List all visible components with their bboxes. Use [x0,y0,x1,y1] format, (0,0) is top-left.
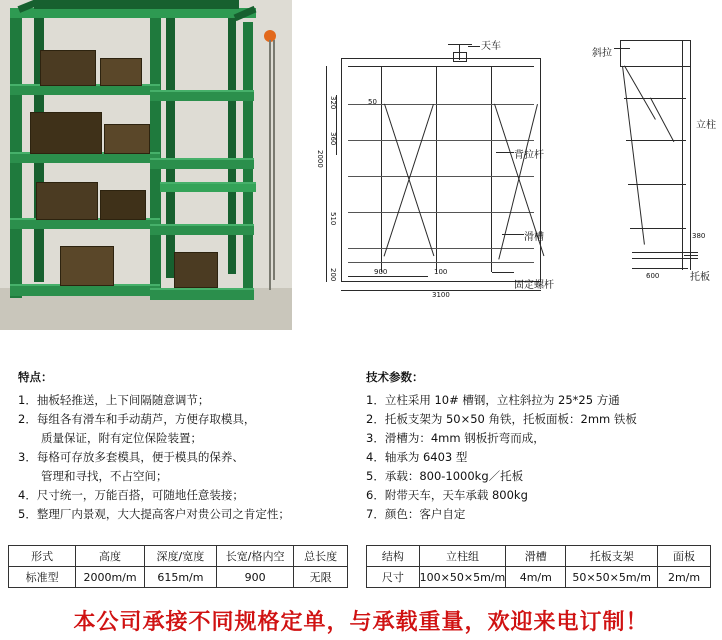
dim-600: 600 [646,272,660,280]
feature-item: 1．抽板轻推送，上下间隔随意调节； [18,393,210,407]
side-brace-a [624,66,656,120]
table-cell: 50×50×5m/m [566,567,658,588]
rack-photograph [0,0,292,330]
table-cell: 4m/m [506,567,566,588]
dim-510: 510 [329,212,337,226]
rack-post-mid-back [166,6,175,278]
dim-50: 50 [368,98,377,106]
side-column [682,40,683,270]
spec-item: 2．托板支架为 50×50 角铁，托板面板：2mm 铁板 [366,412,637,426]
table-cell: 无限 [294,567,348,588]
drawing-base-rail [348,262,534,263]
table-header-row [367,546,711,567]
slide-slot-leader [502,234,524,235]
col-header: 总长度 [294,546,348,567]
side-top-left [620,40,621,66]
table-cell: 900 [217,567,294,588]
spec-item: 3．滑槽为：4mm 钢板折弯而成， [366,431,545,445]
side-shelf-4 [630,228,686,229]
table-cell: 2000m/m [76,567,145,588]
side-column-inner [690,40,691,270]
table-row [9,567,348,588]
dim-200: 200 [329,268,337,282]
diagonal-leader [614,48,630,49]
drawing-post-1 [381,66,382,272]
spec-item: 4．轴承为 6403 型 [366,450,468,464]
mold-block-3 [30,112,102,154]
table-cell: 2m/m [658,567,711,588]
shelf-board-l4-b [150,288,254,300]
table-cell: 615m/m [144,567,216,588]
col-header: 深度/宽度 [144,546,216,567]
dim-100: 100 [434,268,448,276]
dim-320: 320 [329,96,337,110]
drawing-top-edge [341,58,541,59]
rack-top-rail-front [10,8,256,18]
side-base-line [632,268,688,269]
side-rail-2 [620,66,690,67]
crane-label: 天车 [481,41,501,52]
side-pallet-top [632,252,698,253]
drawing-shelf-5 [348,248,534,249]
mold-block-8 [174,252,218,288]
rack-post-right-front [243,22,253,290]
dim-line-900 [348,276,428,277]
hoist-chain [269,40,271,290]
col-header: 面板 [658,546,711,567]
side-diagonal-main [622,66,645,245]
spec-item: 5．承载：800-1000kg／托板 [366,469,524,483]
mold-block-5 [36,182,98,220]
col-header: 长宽/格内空 [217,546,294,567]
feature-item: 5．整理厂内景观，大大提高客户对贵公司之肯定性； [18,507,290,521]
dim-2000: 2000 [316,150,324,168]
side-shelf-3 [628,184,686,185]
back-brace-label: 背拉杆 [514,150,544,161]
mold-block-7 [60,246,114,286]
rack-top-rail-back [34,0,239,9]
structure-table [366,545,711,588]
drawing-shelf-3 [348,176,534,177]
table-cell: 尺寸 [367,567,420,588]
dim-line-overall-v [326,66,327,282]
feature-item: 管理和寻找，不占空间； [18,469,168,483]
pallet-label: 托板 [690,272,710,283]
side-elevation-drawing [590,0,722,330]
col-header: 滑槽 [506,546,566,567]
spec-item: 6．附带天车，天车承载 800kg [366,488,528,502]
side-shelf-1 [624,98,686,99]
side-shelf-2 [626,140,686,141]
side-brace-b [650,98,674,143]
table-cell: 100×50×5m/m [419,567,506,588]
features-title: 特点： [18,370,53,384]
spec-item: 1．立柱采用 10# 槽钢，立柱斜拉为 25*25 方通 [366,393,620,407]
specs-title: 技术参数： [366,370,424,384]
feature-item: 4．尺寸统一，万能百搭，可随地任意装接； [18,488,244,502]
dimensions-table [8,545,348,588]
slide-slot-label: 滑槽 [524,232,544,243]
dim-380: 380 [692,232,706,240]
crane-leader-line [468,46,480,47]
mold-block-1 [40,50,96,86]
drawing-bottom-edge [341,281,541,282]
col-header: 形式 [9,546,76,567]
feature-item: 质量保证，附有定位保险装置； [18,431,202,445]
crane-trolley [453,52,467,62]
promo-banner [0,600,722,640]
side-top-rail [620,40,690,41]
drawing-left-edge [341,58,342,282]
side-pallet-bottom [632,258,698,259]
shelf-board-l2-b [150,158,254,169]
table-header-row [9,546,348,567]
hoist-chain-2 [273,40,275,280]
promo-banner-text: 本公司承接不同规格定单，与承载重量，欢迎来电订制！ [73,609,649,635]
diagonal-label: 斜拉 [592,48,612,59]
feature-item: 3．每格可存放多套模具，便于模具的保养、 [18,450,244,464]
feature-item: 2．每组各有滑车和手动葫芦，方便存取模具， [18,412,256,426]
col-header: 托板支架 [566,546,658,567]
table-row [367,567,711,588]
column-label: 立柱 [696,120,716,131]
fixing-bolt-leader [492,272,514,273]
col-header: 高度 [76,546,145,567]
drawing-shelf-4 [348,212,534,213]
pallet-leader [684,255,698,256]
dim-900: 900 [374,268,388,276]
spec-item: 7．颜色：客户自定 [366,507,466,521]
mold-block-4 [104,124,150,154]
fixing-bolt-label: 固定螺杆 [514,280,554,291]
back-brace-leader [496,152,514,153]
mold-block-2 [100,58,142,86]
col-header: 结构 [367,546,420,567]
dim-360: 360 [329,132,337,146]
shelf-board-l3-b [150,224,254,235]
features-block [18,368,348,524]
mold-block-6 [100,190,146,220]
specs-block [366,368,711,524]
dim-3100: 3100 [432,291,450,299]
main-technical-drawing [296,0,586,330]
drawing-top-inner [348,66,534,67]
drawing-post-3 [491,66,492,272]
table-cell: 标准型 [9,567,76,588]
crane-beam [448,44,472,45]
shelf-board-l1-b [150,90,254,101]
col-header: 立柱组 [419,546,506,567]
drawing-post-2 [436,66,437,272]
pullout-tray [160,182,256,192]
